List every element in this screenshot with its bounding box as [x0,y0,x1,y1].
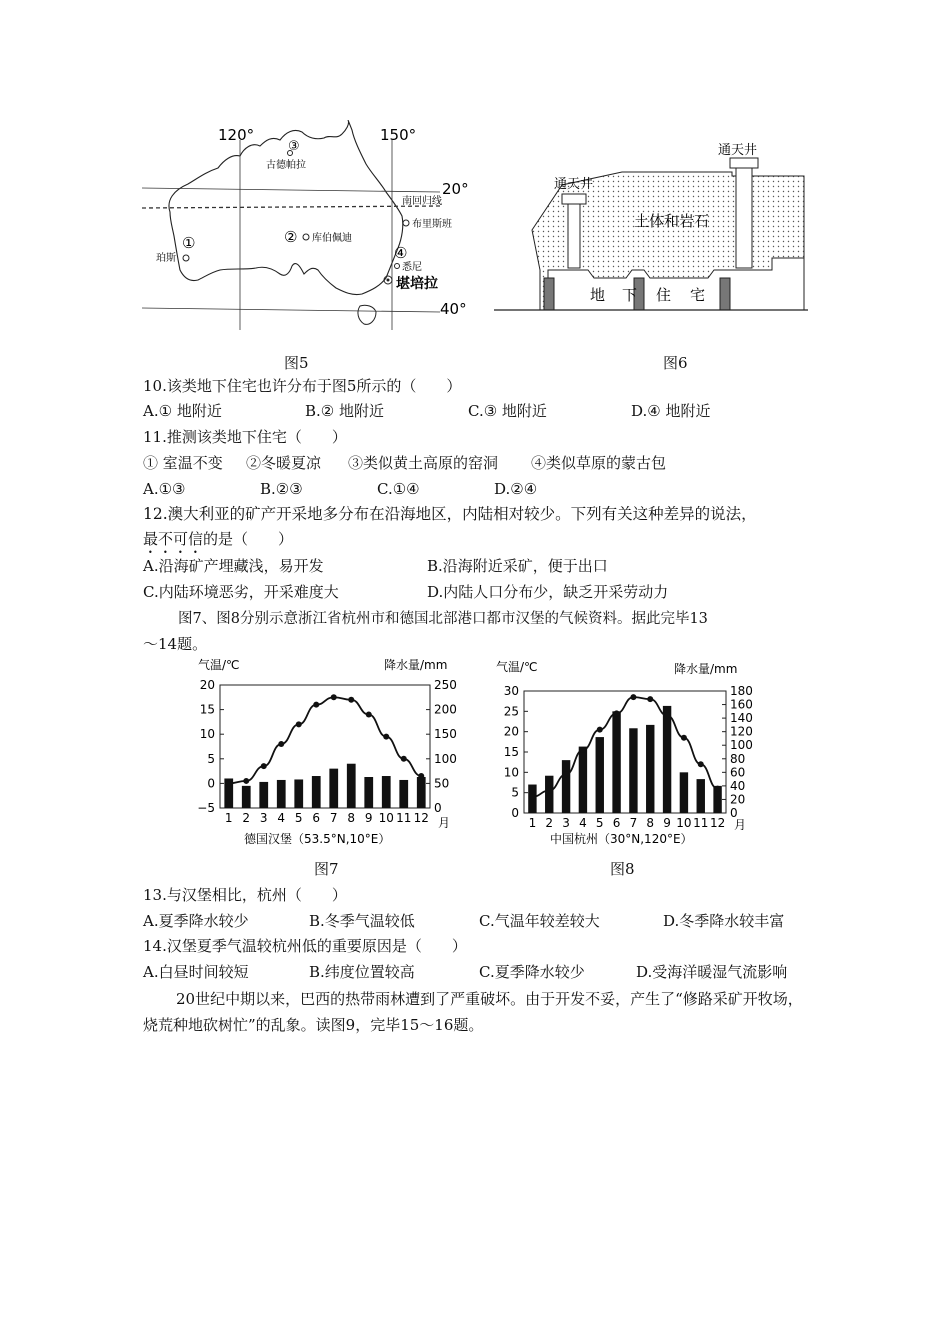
fig6-caption: 图6 [663,354,688,372]
precip-bar [294,779,303,808]
precip-bar [242,786,251,808]
q14-option-d[interactable]: D.受海洋暖湿气流影响 [636,963,788,981]
temp-point [529,794,535,800]
fig8-month-unit: 月 [734,818,747,832]
month-label: 3 [259,811,268,825]
month-label: 4 [579,816,587,830]
temp-point [546,788,552,794]
precip-bar [579,747,587,813]
precip-tick-label: 140 [730,711,753,726]
precip-bar [312,776,321,808]
temp-point [278,741,284,747]
marker-3: ③ [288,139,300,154]
place-brisbane: 布里斯班 [412,219,452,230]
temp-tick-label: 15 [503,745,519,759]
q10-option-d[interactable]: D.④ 地附近 [631,402,711,420]
fig7-title: 德国汉堡（53.5°N,10°E） [244,832,391,846]
temp-point [348,697,354,703]
precip-bar [663,706,671,813]
q12-stem-line2 [143,528,293,557]
q11-item-2: ②冬暖夏凉 [246,454,322,472]
q10-stem: 10.该类地下住宅也许分布于图5所示的（ ） [143,377,462,395]
q14-option-a[interactable]: A.白昼时间较短 [143,963,249,981]
q12-option-b[interactable]: B.沿海附近采矿，便于出口 [427,557,608,575]
lon-150-label: 150° [380,126,417,144]
month-label: 11 [396,811,412,825]
q13-option-d[interactable]: D.冬季降水较丰富 [663,912,785,930]
precip-tick-label: 250 [434,678,457,692]
month-label: 5 [595,816,604,830]
figure-6-diagram [492,140,812,340]
temp-point [647,696,653,702]
q14-option-c[interactable]: C.夏季降水较少 [479,963,585,981]
q12-option-d[interactable]: D.内陆人口分布少，缺乏开采劳动力 [427,583,669,601]
precip-tick-label: 20 [730,792,746,807]
temp-curve [229,697,422,783]
temp-tick-label: 10 [199,727,215,742]
house-char-4: 宅 [690,286,706,304]
precip-tick-label: 150 [434,727,457,742]
place-canberra: 堪培拉 [396,276,438,292]
fig8-precip-axis-label: 降水量/mm [674,662,738,676]
temp-point [401,756,407,762]
month-label: 12 [709,816,726,830]
house-char-3: 住 [656,286,672,304]
month-label: 2 [545,816,554,830]
precip-bar [347,764,356,808]
precip-tick-label: 180 [730,684,753,698]
temp-point [261,763,267,769]
temp-curve [532,697,717,797]
fig8-title: 中国杭州（30°N,120°E） [550,832,693,846]
q11-item-1: ① 室温不变 [143,454,223,472]
q10-option-b[interactable]: B.② 地附近 [305,402,385,420]
q12-option-a[interactable]: A.沿海矿产埋藏浅，易开发 [143,557,324,575]
precip-bar [629,728,637,813]
precip-bar [562,760,570,813]
precip-bar [612,711,620,813]
q13-option-c[interactable]: C.气温年较差较大 [479,912,600,930]
well-label-left: 通天井 [554,177,594,192]
q12-option-c[interactable]: C.内陆环境恶劣，开采难度大 [143,583,339,601]
house-char-1: 地 [590,286,606,304]
temp-point [418,773,424,779]
month-label: 8 [646,816,655,830]
precip-bar [399,780,408,808]
temp-tick-label: 5 [511,785,519,800]
precip-bar [697,779,705,813]
q11-item-4: ④类似草原的蒙古包 [531,454,667,472]
q11-option-c[interactable]: C.①④ [377,480,420,498]
plot-frame [524,691,726,813]
month-label: 11 [693,816,709,830]
month-label: 10 [378,811,394,825]
temp-tick-label: 10 [503,765,519,780]
temp-point [681,735,687,741]
q12-stem: 12.澳大利亚的矿产开采地多分布在沿海地区，内陆相对较少。下列有关这种差异的说法， [143,505,757,523]
month-label: 5 [294,811,303,825]
temp-tick-label: −5 [197,801,215,815]
temp-point [383,734,389,740]
precip-bar [329,769,338,808]
q13-stem: 13.与汉堡相比，杭州（ ） [143,886,347,904]
temp-tick-label: 20 [199,678,215,692]
month-label: 1 [528,816,537,830]
lon-120-label: 120° [218,126,255,144]
precip-bar [545,776,553,813]
temp-point [698,761,704,767]
precip-tick-label: 0 [434,801,442,815]
q10-option-c[interactable]: C.③ 地附近 [468,402,547,420]
q12-stem-end: 的是（ ） [203,530,294,548]
house-char-2: 下 [622,286,638,304]
fig7-precip-axis-label: 降水量/mm [384,658,448,672]
temp-point [296,721,302,727]
month-label: 3 [562,816,570,830]
figure-5-map [140,120,470,335]
precip-bar [364,777,373,808]
intro-fig78-line2: ～14题。 [143,635,208,653]
temp-tick-label: 0 [511,806,519,820]
q11-option-d[interactable]: D.②④ [494,480,538,498]
place-sydney: 悉尼 [402,262,422,273]
q11-item-3: ③类似黄土高原的窑洞 [348,454,499,472]
marker-2: ② [284,228,298,246]
temp-point [715,786,721,792]
place-coober-pedy: 库伯佩迪 [312,233,352,244]
month-label: 12 [413,811,429,825]
month-label: 1 [224,811,233,825]
place-perth: 珀斯 [156,253,176,264]
place-goodparla: 古德帕拉 [266,160,306,171]
q11-stem: 11.推测该类地下住宅（ ） [143,428,347,446]
month-label: 7 [329,811,338,825]
q11-option-a[interactable]: A.①③ [143,480,186,498]
fig7-temp-axis-label: 气温/℃ [198,658,240,672]
fig8-temp-axis-label: 气温/℃ [496,660,538,674]
temp-point [630,694,636,700]
marker-4: ④ [394,244,408,262]
q13-option-b[interactable]: B.冬季气温较低 [309,912,415,930]
month-label: 2 [242,811,251,825]
temp-tick-label: 30 [503,684,519,698]
q14-option-b[interactable]: B.纬度位置较高 [309,963,415,981]
precip-bar [646,725,654,813]
fig5-caption: 图5 [284,354,309,372]
temp-point [597,727,603,733]
temp-tick-label: 0 [207,776,215,791]
temp-point [366,712,372,718]
rock-label: 土体和岩石 [634,212,710,230]
intro-fig78-line1: 图7、图8分别示意浙江省杭州市和德国北部港口都市汉堡的气候资料。据此完毕13 [178,611,708,627]
month-label: 6 [312,811,321,825]
q12-emphasis: 最不可信 [143,530,204,548]
precip-tick-label: 80 [730,751,746,766]
month-label: 6 [612,816,621,830]
temp-point [563,771,569,777]
q13-option-a[interactable]: A.夏季降水较少 [143,912,249,930]
tasmania-outline [358,305,376,324]
lat-20-label: 20° [442,180,469,198]
precip-tick-label: 40 [730,778,746,793]
precip-tick-label: 120 [730,724,753,739]
q11-option-b[interactable]: B.②③ [260,480,303,498]
temp-tick-label: 25 [503,704,519,719]
figure-8-climate-chart [490,655,780,850]
month-label: 8 [347,811,356,825]
temp-tick-label: 20 [503,724,519,739]
precip-bar [417,777,426,808]
precip-bar [382,776,391,808]
fig7-caption: 图7 [314,860,339,878]
fig8-caption: 图8 [610,860,635,878]
fig7-month-unit: 月 [438,816,451,830]
temp-point [226,780,232,786]
precip-bar [277,780,286,808]
intro-fig9: 20世纪中期以来，巴西的热带雨林遭到了严重破坏。由于开发不妥，产生了“修路采矿开牧场，烧荒种地砍树忙”的乱象。读图9，完毕15～16题。 [143,990,803,1034]
precip-tick-label: 0 [730,806,738,820]
precip-bar [259,782,268,808]
precip-tick-label: 100 [434,751,457,766]
temp-tick-label: 15 [199,702,215,717]
temp-tick-label: 5 [207,751,215,766]
figure-7-climate-chart [180,655,470,850]
temp-point [664,712,670,718]
precip-tick-label: 60 [730,765,746,780]
month-label: 7 [629,816,638,830]
temp-point [243,778,249,784]
precip-tick-label: 160 [730,697,753,712]
temp-point [313,702,319,708]
temp-point [580,747,586,753]
temp-point [331,694,337,700]
precip-tick-label: 100 [730,738,753,753]
month-label: 10 [676,816,692,830]
month-label: 9 [364,811,373,825]
tropic-label: 南回归线 [402,196,442,207]
lat-40-label: 40° [440,300,467,318]
well-label-right: 通天井 [718,143,758,158]
precip-tick-label: 200 [434,702,457,717]
plot-frame [220,685,430,808]
q14-stem: 14.汉堡夏季气温较杭州低的重要原因是（ ） [143,937,467,955]
marker-1: ① [182,234,196,252]
precip-bar [680,772,688,813]
precip-tick-label: 50 [434,776,450,791]
precip-bar [596,737,604,813]
q10-option-a[interactable]: A.① 地附近 [143,402,222,420]
month-label: 4 [277,811,286,825]
temp-point [614,710,620,716]
month-label: 9 [663,816,671,830]
